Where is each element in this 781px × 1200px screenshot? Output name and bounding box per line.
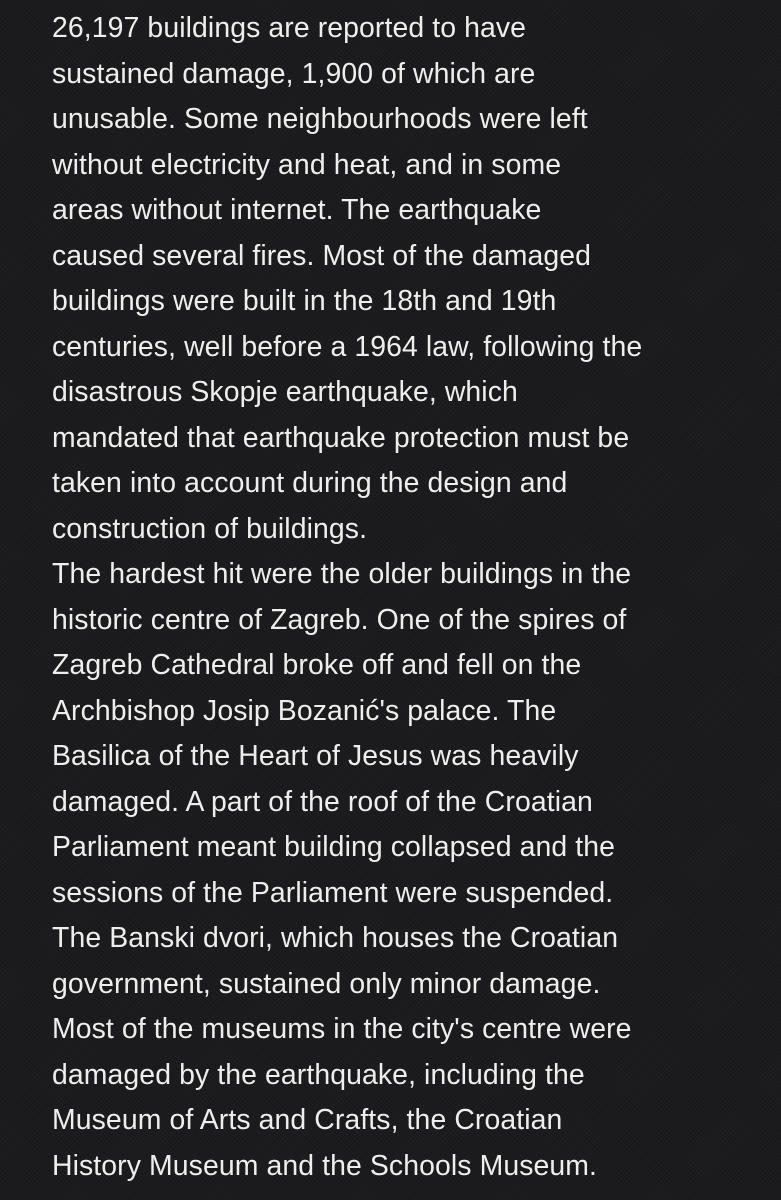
- text-line: damaged by the earthquake, including the: [52, 1058, 585, 1091]
- text-line: government, sustained only minor damage.: [52, 967, 601, 1000]
- text-line: Most of the museums in the city's centre were: [52, 1013, 632, 1045]
- text-line: historic centre of Zagreb. One of the spires of: [52, 603, 627, 636]
- text-line: Museum of Arts and Crafts, the Croatian: [52, 1104, 563, 1136]
- text-line: without electricity and heat, and in some: [52, 148, 562, 181]
- text-line: Basilica of the Heart of Jesus was heavily: [52, 740, 579, 772]
- text-line: damaged. A part of the roof of the Croatian: [52, 785, 593, 818]
- text-line: unusable. Some neighbourhoods were left: [52, 103, 588, 135]
- text-line: sustained damage, 1,900 of which are: [52, 57, 536, 90]
- text-line: disastrous Skopje earthquake, which: [52, 376, 518, 408]
- text-line: taken into account during the design and: [52, 467, 568, 499]
- text-line: buildings were built in the 18th and 19th: [52, 285, 557, 317]
- text-line: centuries, well before a 1964 law, following the: [52, 330, 643, 363]
- text-line: construction of buildings.: [52, 512, 368, 545]
- text-line: 26,197 buildings are reported to have: [52, 12, 527, 44]
- text-line: areas without internet. The earthquake: [52, 194, 542, 226]
- text-line: sessions of the Parliament were suspended.: [52, 876, 614, 909]
- text-line: History Museum and the Schools Museum.: [52, 1149, 598, 1182]
- document-body: [52, 6, 772, 1189]
- text-line: The Banski dvori, which houses the Croatian: [52, 922, 619, 954]
- text-line: mandated that earthquake protection must be: [52, 421, 630, 454]
- text-line: Archbishop Josip Bozanić's palace. The: [52, 694, 557, 727]
- text-line: The hardest hit were the older buildings in the: [52, 558, 632, 590]
- text-line: Parliament meant building collapsed and the: [52, 831, 616, 863]
- text-line: caused several fires. Most of the damaged: [52, 239, 592, 272]
- text-line: Zagreb Cathedral broke off and fell on the: [52, 649, 582, 681]
